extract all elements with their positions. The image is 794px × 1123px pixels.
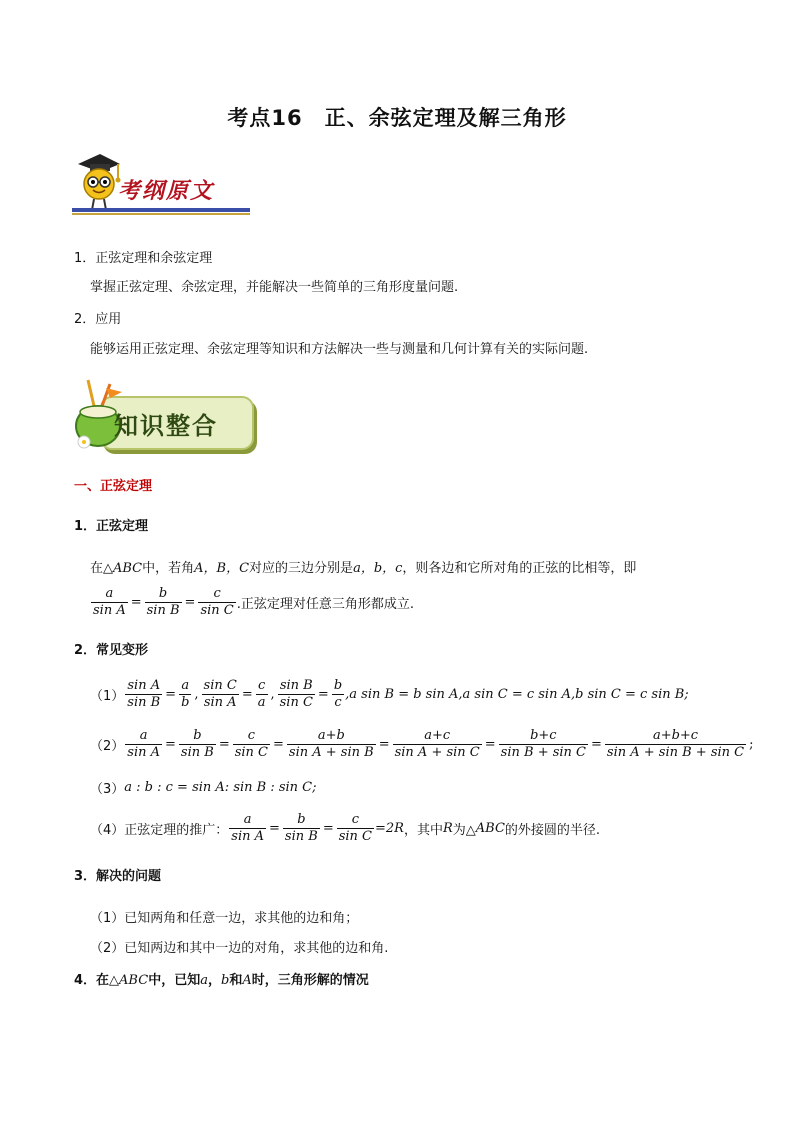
variant-2: （2） $\frac{a}{\text{sin A}}$ = $\frac{b}{\text{sin B}}$ = $\frac{c}{\text{sin C}}$ = $\frac{a+b}{\text{sin A + sin B}}$ = $\frac{a+c}{\text{sin A + sin C}}$ = $\frac{b+c}{\text{sin B + sin C}}$ = $\frac{a+b+c}{\text{sin A + sin B + sin C}}$ ; [90, 728, 754, 760]
problem-1: （1）已知两角和任意一边，求其他的边和角； [90, 911, 359, 926]
knowledge-banner-label: 知识整合 [114, 412, 218, 440]
subheading-variants: 2．常见变形 [74, 643, 149, 658]
section-heading-sine-law: 一、正弦定理 [74, 479, 153, 494]
outline-banner [72, 150, 252, 220]
scholar-mascot-icon [72, 150, 122, 212]
subheading-problems: 3．解决的问题 [74, 869, 162, 884]
variant-4: （4）正弦定理的推广： $\frac{a}{\text{sin A}}$ = $\frac{b}{\text{sin B}}$ = $\frac{c}{\text{sin C}}$ =2R ，其中 R 为△ ABC 的外接圆的半径. [90, 812, 601, 844]
page-title: 考点16 正、余弦定理及解三角形 [227, 106, 567, 130]
sine-law-intro: 在△ABC中，若角A，B，C对应的三边分别是a，b，c，则各边和它所对角的正弦的比相等，即 [90, 561, 637, 576]
outline-item-1-title: 1．正弦定理和余弦定理 [74, 251, 213, 266]
banner-underline-accent [72, 213, 250, 215]
variant-1: （1） $\frac{\text{sin A}}{\text{sin B}}$ = $\frac{a}{b}$ , $\frac{\text{sin C}}{\text{sin A}}$ = $\frac{c}{a}$ , $\frac{\text{sin B}}{\text{sin C}}$ = $\frac{b}{c}$ ,a sin B = b sin A,a sin C = c sin A,b sin C = c sin B; [90, 678, 689, 710]
subheading-sine-law: 1．正弦定理 [74, 519, 149, 534]
outline-item-2-body: 能够运用正弦定理、余弦定理等知识和方法解决一些与测量和几何计算有关的实际问题. [90, 342, 589, 357]
outline-banner-label: 考纲原文 [118, 178, 215, 204]
outline-item-2-title: 2．应用 [74, 312, 122, 327]
knowledge-banner [70, 378, 252, 458]
sine-law-formula: $\frac{a}{\text{sin A}}$ = $\frac{b}{\text{sin B}}$ = $\frac{c}{\text{sin C}}$ .正弦定理对任意三角形都成立. [93, 586, 414, 618]
subheading-solution-cases: 4．在△ABC中，已知a，b和A时，三角形解的情况 [74, 973, 369, 988]
banner-underline [72, 208, 250, 212]
outline-item-1-body: 掌握正弦定理、余弦定理，并能解决一些简单的三角形度量问题. [90, 280, 459, 295]
problem-2: （2）已知两边和其中一边的对角，求其他的边和角. [90, 941, 389, 956]
variant-3: （3） a : b : c = sin A: sin B : sin C; [90, 780, 317, 797]
